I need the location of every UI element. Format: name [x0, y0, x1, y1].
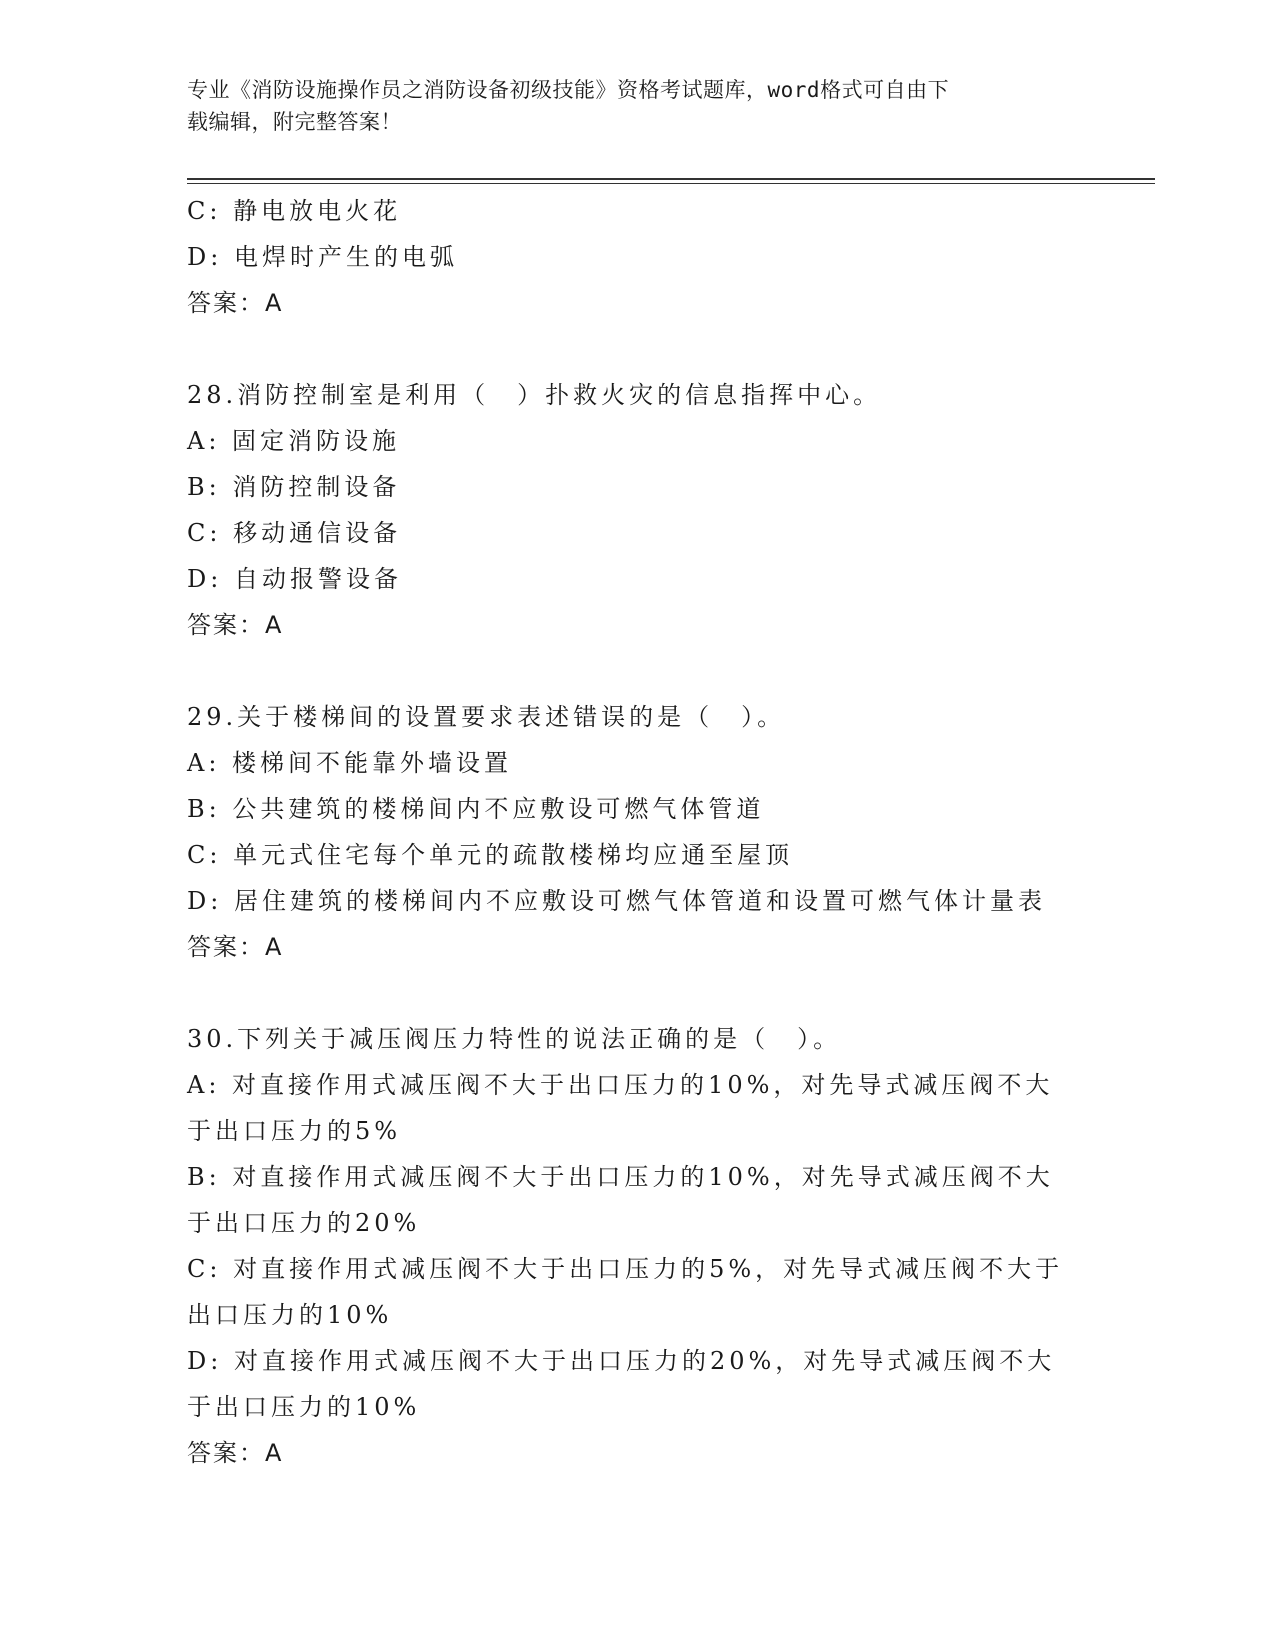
q28-option-d: D: 自动报警设备: [187, 565, 402, 593]
q29-option-a: A: 楼梯间不能靠外墙设置: [187, 749, 513, 777]
q28-answer: 答案：A: [187, 611, 284, 639]
q30-answer: 答案：A: [187, 1439, 284, 1467]
q30-option-c-line2: 出口压力的10%: [187, 1301, 393, 1329]
spacer: [187, 326, 1087, 372]
spacer: [187, 970, 1087, 1016]
spacer: [187, 648, 1087, 694]
q29-option-c: C: 单元式住宅每个单元的疏散楼梯均应通至屋顶: [187, 841, 794, 869]
header-line-2: 载编辑，附完整答案！: [187, 110, 402, 134]
q30-option-d-line2: 于出口压力的10%: [187, 1393, 421, 1421]
q30-stem: 30.下列关于减压阀压力特性的说法正确的是（ ）。: [187, 1025, 842, 1053]
q27-option-c: C: 静电放电火花: [187, 197, 402, 225]
q29-stem: 29.关于楼梯间的设置要求表述错误的是（ ）。: [187, 703, 786, 731]
q30-option-b-line1: B: 对直接作用式减压阀不大于出口压力的10%，对先导式减压阀不大: [187, 1163, 1054, 1191]
q28-stem: 28.消防控制室是利用（ ）扑救火灾的信息指挥中心。: [187, 381, 882, 409]
header-line-1: 专业《消防设施操作员之消防设备初级技能》资格考试题库，word格式可自由下: [187, 78, 950, 102]
q28-option-c: C: 移动通信设备: [187, 519, 402, 547]
q28-option-b: B: 消防控制设备: [187, 473, 401, 501]
question-content: [187, 188, 1087, 1476]
q27-option-d: D: 电焊时产生的电弧: [187, 243, 458, 271]
q30-option-c-line1: C: 对直接作用式减压阀不大于出口压力的5%，对先导式减压阀不大于: [187, 1255, 1064, 1283]
header-divider: [187, 178, 1155, 184]
q27-answer: 答案：A: [187, 289, 284, 317]
document-header: [187, 74, 1057, 138]
q29-option-b: B: 公共建筑的楼梯间内不应敷设可燃气体管道: [187, 795, 765, 823]
q30-option-b-line2: 于出口压力的20%: [187, 1209, 421, 1237]
q30-option-a-line1: A: 对直接作用式减压阀不大于出口压力的10%，对先导式减压阀不大: [187, 1071, 1054, 1099]
q28-option-a: A: 固定消防设施: [187, 427, 401, 455]
q29-option-d: D: 居住建筑的楼梯间内不应敷设可燃气体管道和设置可燃气体计量表: [187, 887, 1046, 915]
q30-option-d-line1: D: 对直接作用式减压阀不大于出口压力的20%，对先导式减压阀不大: [187, 1347, 1056, 1375]
q29-answer: 答案：A: [187, 933, 284, 961]
q30-option-a-line2: 于出口压力的5%: [187, 1117, 402, 1145]
